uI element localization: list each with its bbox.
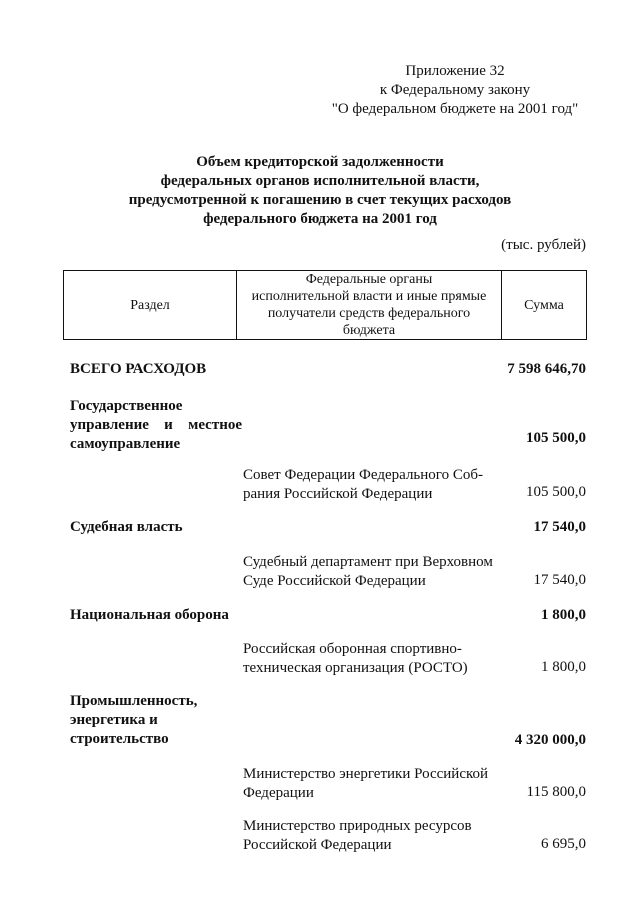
- org-line: техническая организация (РОСТО): [243, 660, 468, 676]
- organization-name: [243, 765, 493, 803]
- header-org-line-4: бюджета: [342, 323, 396, 338]
- total-label: ВСЕГО РАСХОДОВ: [70, 361, 207, 377]
- header-section: Раздел: [64, 271, 237, 339]
- organization-name: [243, 553, 493, 591]
- section-label-line: энергетика и: [70, 712, 158, 728]
- org-line: Федерации: [243, 785, 314, 801]
- organization-sum: 115 800,0: [526, 784, 586, 800]
- title-line-4: федерального бюджета на 2001 год: [203, 211, 437, 227]
- org-line: Судебный департамент при Верховном: [243, 554, 493, 570]
- section-label: [70, 692, 242, 749]
- organization-name: [243, 817, 493, 855]
- org-line: Суде Российской Федерации: [243, 573, 426, 589]
- header-org-line-3: получатели средств федерального: [267, 306, 471, 321]
- organization-sum: 105 500,0: [526, 484, 586, 500]
- section-label-line: Судебная власть: [70, 519, 183, 535]
- section-label-line: Государственное: [70, 398, 183, 414]
- section-sum: 105 500,0: [526, 430, 586, 446]
- organization-sum: 1 800,0: [541, 659, 586, 675]
- title-line-2: федеральных органов исполнительной власти,: [160, 173, 480, 189]
- annex-number: Приложение 32: [405, 63, 505, 79]
- section-label-line: управление и местное: [70, 417, 242, 433]
- header-organizations: [237, 271, 502, 339]
- total-sum: 7 598 646,70: [507, 361, 586, 377]
- organization-name: [243, 466, 493, 504]
- org-line: рания Российской Федерации: [243, 486, 433, 502]
- section-label-line: Промышленность,: [70, 693, 198, 709]
- organization-name: [243, 640, 493, 678]
- table-header: [63, 270, 587, 340]
- section-label-line: Национальная оборона: [70, 607, 229, 623]
- units-note: (тыс. рублей): [501, 237, 586, 253]
- org-line: Совет Федерации Федерального Соб-: [243, 467, 483, 483]
- org-line: Российская оборонная спортивно-: [243, 641, 462, 657]
- section-sum: 17 540,0: [533, 519, 586, 535]
- annex-law-ref: к Федеральному закону: [379, 82, 531, 98]
- organization-sum: 6 695,0: [541, 836, 586, 852]
- section-sum: 4 320 000,0: [514, 732, 586, 748]
- header-org-line-1: Федеральные органы: [305, 272, 433, 287]
- header-org-line-2: исполнительной власти и иные прямые: [251, 289, 487, 304]
- annex-law-title: "О федеральном бюджете на 2001 год": [331, 101, 579, 117]
- section-sum: 1 800,0: [541, 607, 586, 623]
- section-label: [70, 397, 242, 454]
- annex-reference: [330, 62, 580, 119]
- org-line: Министерство энергетики Российской: [243, 766, 489, 782]
- document-title: [100, 153, 540, 229]
- section-label: [70, 606, 242, 625]
- header-sum: Сумма: [524, 297, 564, 313]
- org-line: Министерство природных ресурсов: [243, 818, 472, 834]
- section-label: [70, 518, 242, 537]
- organization-sum: 17 540,0: [533, 572, 586, 588]
- section-label-line: строительство: [70, 731, 169, 747]
- title-line-1: Объем кредиторской задолженности: [196, 154, 444, 170]
- section-label-line: самоуправление: [70, 436, 181, 452]
- title-line-3: предусмотренной к погашению в счет текущих расходов: [128, 192, 512, 208]
- org-line: Российской Федерации: [243, 837, 392, 853]
